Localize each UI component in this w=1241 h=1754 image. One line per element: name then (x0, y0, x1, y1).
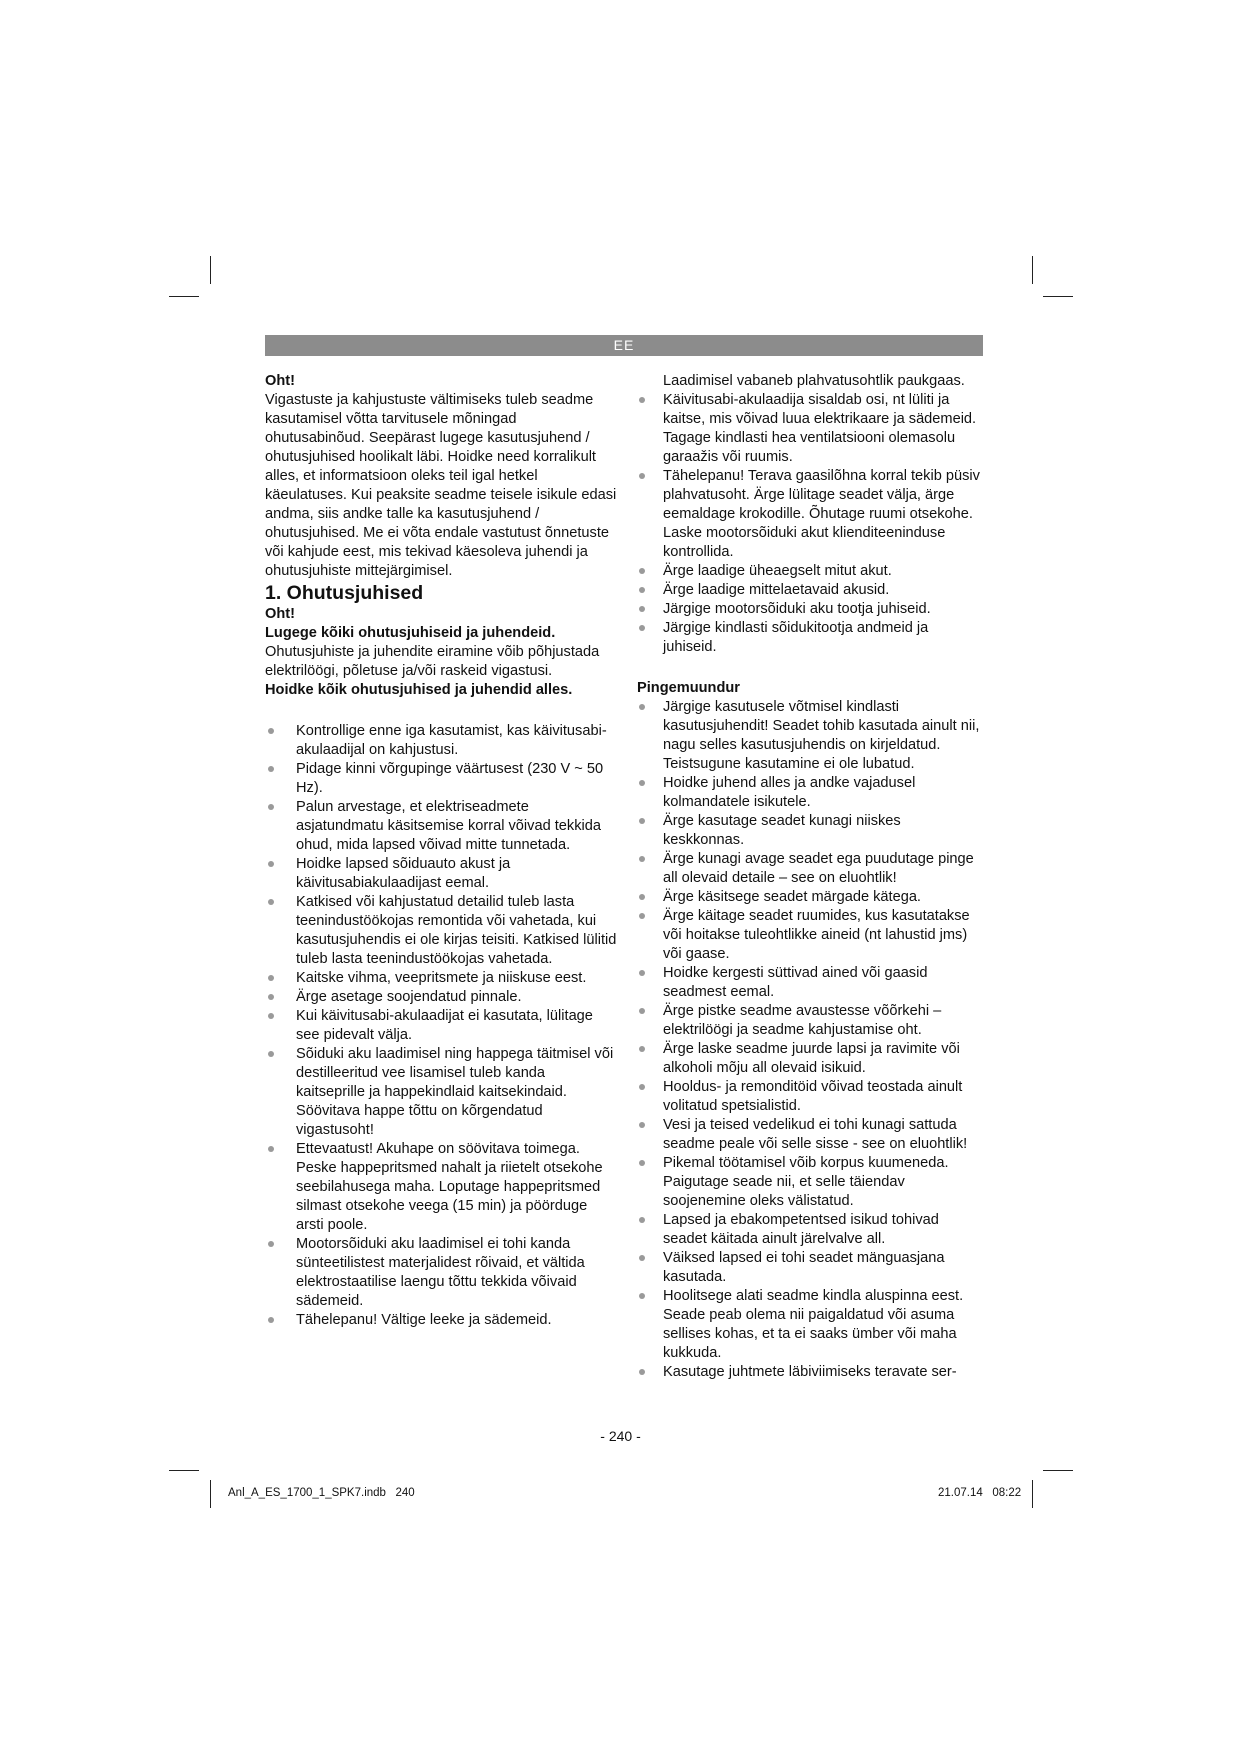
print-datetime: 21.07.14 08:22 (938, 1487, 1022, 1499)
list-item: Ärge pistke seadme avaustesse võõrkehi – elektrilöögi ja seadme kahjustamise oht. (637, 1002, 985, 1040)
bullet-icon (639, 1217, 645, 1223)
list-item: Pidage kinni võrgupinge väärtusest (230 V ~ 50 Hz). (265, 760, 617, 798)
list-item: Ettevaatust! Akuhape on söövitava toimega. Peske happepritsmed nahalt ja riietelt otsekohe seebilahusega maha. Loputage happepritsmed silmast otsekohe veega (15 min) ja pöörduge arsti poole. (265, 1140, 617, 1235)
list-item: Hoolitsege alati seadme kindla aluspinna eest. Seade peab olema nii paigaldatud või asuma sellises kohas, et ta ei saaks ümber või maha kukkuda. (637, 1287, 985, 1363)
bullet-icon (639, 856, 645, 862)
inverter-list (637, 698, 985, 1382)
list-item: Väiksed lapsed ei tohi seadet mänguasjana kasutada. (637, 1249, 985, 1287)
warning-read-all: Lugege kõiki ohutusjuhiseid ja juhendeid. (265, 625, 556, 641)
subsection-heading: Pingemuundur (637, 680, 740, 696)
list-item: Hoidke lapsed sõiduauto akust ja käivitusabiakulaadijast eemal. (265, 855, 617, 893)
list-item: Hoidke juhend alles ja andke vajadusel kolmandatele isikutele. (637, 774, 985, 812)
list-item: Kaitske vihma, veepritsmete ja niiskuse eest. (265, 969, 617, 988)
list-item: Katkised või kahjustatud detailid tuleb lasta teenindustöökojas remontida või vahetada, kui kasutusjuhendis ei ole kirjas teisiti. Katkised lülitid tuleb lasta teenindustöökojas vahetada. (265, 893, 617, 969)
bullet-icon (268, 1146, 274, 1152)
continuation-text: Laadimisel vabaneb plahvatusohtlik paukgaas. (663, 373, 965, 389)
warning-title-2: Oht! (265, 606, 295, 622)
bullet-icon (639, 625, 645, 631)
intro-paragraph: Vigastuste ja kahjustuste vältimiseks tuleb seadme kasutamisel võtta tarvitusele mõningad ohutusabinõud. Seepärast lugege kasutusjuhend / ohutusjuhised hoolikalt läbi. Hoidke need korralikult alles, et informatsioon oleks teil igal hetkel käeulatuses. Kui peaksite seadme teisele isikule edasi andma, siis andke talle ka kasutusjuhend / ohutusjuhised. Me ei võta endale vastutust õnnetuste või kahjude eest, mis tekivad käesoleva juhendi ja ohutusjuhiste mittejärgimisel. (265, 392, 617, 579)
bullet-icon (639, 1084, 645, 1090)
list-item: Ärge kunagi avage seadet ega puudutage pinge all olevaid detaile – see on eluohtlik! (637, 850, 985, 888)
crop-mark (1032, 256, 1033, 284)
bullet-icon (639, 568, 645, 574)
list-item: Sõiduki aku laadimisel ning happega täitmisel või destilleeritud vee lisamisel tuleb kanda kaitseprille ja happekindlaid kaitsekindaid. Söövitava happe tõttu on kõrgendatud vigastusoht! (265, 1045, 617, 1140)
list-item: Järgige kindlasti sõidukitootja andmeid ja juhiseid. (637, 619, 985, 657)
bullet-icon (639, 818, 645, 824)
list-item: Ärge asetage soojendatud pinnale. (265, 988, 617, 1007)
page-number: - 240 - (600, 1428, 641, 1444)
list-item: Ärge käitage seadet ruumides, kus kasutatakse või hoitakse tuleohtlikke aineid (nt lahustid jms) või gaase. (637, 907, 985, 964)
list-item: Lapsed ja ebakompetentsed isikud tohivad seadet käitada ainult järelvalve all. (637, 1211, 985, 1249)
crop-mark (210, 1480, 211, 1508)
print-file-info: Anl_A_ES_1700_1_SPK7.indb 240 (228, 1487, 415, 1499)
list-item: Tähelepanu! Vältige leeke ja sädemeid. (265, 1311, 617, 1330)
bullet-icon (268, 1051, 274, 1057)
bullet-icon (639, 894, 645, 900)
bullet-icon (268, 804, 274, 810)
list-item: Järgige kasutusele võtmisel kindlasti kasutusjuhendit! Seadet tohib kasutada ainult nii, nagu selles kasutusjuhendis on kirjeldatud. Teistsugune kasutamine ei ole lubatud. (637, 698, 985, 774)
list-item: Mootorsõiduki aku laadimisel ei tohi kanda sünteetilistest materjalidest rõivaid, et vältida elektrostaatilise laengu tõttu tekkida võivaid sädemeid. (265, 1235, 617, 1311)
bullet-icon (639, 704, 645, 710)
warning-text: Ohutusjuhiste ja juhendite eiramine võib põhjustada elektrilöögi, põletuse ja/või raskeid vigastusi. (265, 644, 600, 679)
bullet-icon (639, 1369, 645, 1375)
crop-mark (1043, 296, 1073, 297)
bullet-icon (639, 1122, 645, 1128)
bullet-icon (268, 994, 274, 1000)
safety-list-right (637, 391, 985, 657)
language-code: EE (613, 337, 635, 353)
list-item: Palun arvestage, et elektriseadmete asjatundmatu käsitsemise korral võivad tekkida ohud, mida lapsed võivad mitte tunnetada. (265, 798, 617, 855)
list-item: Järgige mootorsõiduki aku tootja juhiseid. (637, 600, 985, 619)
bullet-icon (639, 587, 645, 593)
bullet-icon (639, 970, 645, 976)
bullet-icon (639, 1160, 645, 1166)
list-item: Vesi ja teised vedelikud ei tohi kunagi sattuda seadme peale või selle sisse - see on eluohtlik! (637, 1116, 985, 1154)
list-item: Ärge laadige mittelaetavaid akusid. (637, 581, 985, 600)
bullet-icon (639, 606, 645, 612)
list-item: Ärge käsitsege seadet märgade kätega. (637, 888, 985, 907)
crop-mark (1043, 1470, 1073, 1471)
warning-title: Oht! (265, 373, 295, 389)
crop-mark (210, 256, 211, 284)
list-item: Ärge laske seadme juurde lapsi ja ravimite või alkoholi mõju all olevaid isikuid. (637, 1040, 985, 1078)
bullet-icon (268, 1317, 274, 1323)
bullet-icon (639, 780, 645, 786)
bullet-icon (268, 861, 274, 867)
list-item: Hoidke kergesti süttivad ained või gaasid seadmest eemal. (637, 964, 985, 1002)
section-heading: 1. Ohutusjuhised (265, 582, 424, 604)
bullet-icon (268, 975, 274, 981)
bullet-icon (268, 728, 274, 734)
list-item: Kontrollige enne iga kasutamist, kas käivitusabi-akulaadijal on kahjustusi. (265, 722, 617, 760)
list-item: Kasutage juhtmete läbiviimiseks teravate ser- (637, 1363, 985, 1382)
list-item: Kui käivitusabi-akulaadijat ei kasutata, lülitage see pidevalt välja. (265, 1007, 617, 1045)
list-item: Käivitusabi-akulaadija sisaldab osi, nt lüliti ja kaitse, mis võivad luua elektrikaare ja sädemeid. Tagage kindlasti hea ventilatsiooni olemasolu garaažis või ruumis. (637, 391, 985, 467)
bullet-icon (639, 1293, 645, 1299)
bullet-icon (639, 1255, 645, 1261)
bullet-icon (639, 397, 645, 403)
bullet-icon (268, 1013, 274, 1019)
right-column (637, 372, 985, 1382)
warning-keep-all: Hoidke kõik ohutusjuhised ja juhendid alles. (265, 682, 573, 698)
crop-mark (1032, 1480, 1033, 1508)
list-item: Ärge kasutage seadet kunagi niiskes keskkonnas. (637, 812, 985, 850)
bullet-icon (639, 473, 645, 479)
bullet-icon (639, 1008, 645, 1014)
language-header-bar (265, 335, 983, 356)
bullet-icon (639, 913, 645, 919)
safety-list-left (265, 722, 617, 1330)
crop-mark (169, 296, 199, 297)
bullet-icon (268, 766, 274, 772)
crop-mark (169, 1470, 199, 1471)
list-item: Hooldus- ja remonditöid võivad teostada ainult volitatud spetsialistid. (637, 1078, 985, 1116)
left-column (265, 372, 617, 1330)
list-item: Ärge laadige üheaegselt mitut akut. (637, 562, 985, 581)
bullet-icon (268, 1241, 274, 1247)
bullet-icon (639, 1046, 645, 1052)
list-item: Pikemal töötamisel võib korpus kuumeneda. Paigutage seade nii, et selle täiendav soojenemine oleks välistatud. (637, 1154, 985, 1211)
list-item: Tähelepanu! Terava gaasilõhna korral tekib püsiv plahvatusoht. Ärge lülitage seadet välja, ärge eemaldage krokodille. Õhutage ruumi otsekohe. Laske mootorsõiduki akut klienditeeninduse kontrollida. (637, 467, 985, 562)
bullet-icon (268, 899, 274, 905)
